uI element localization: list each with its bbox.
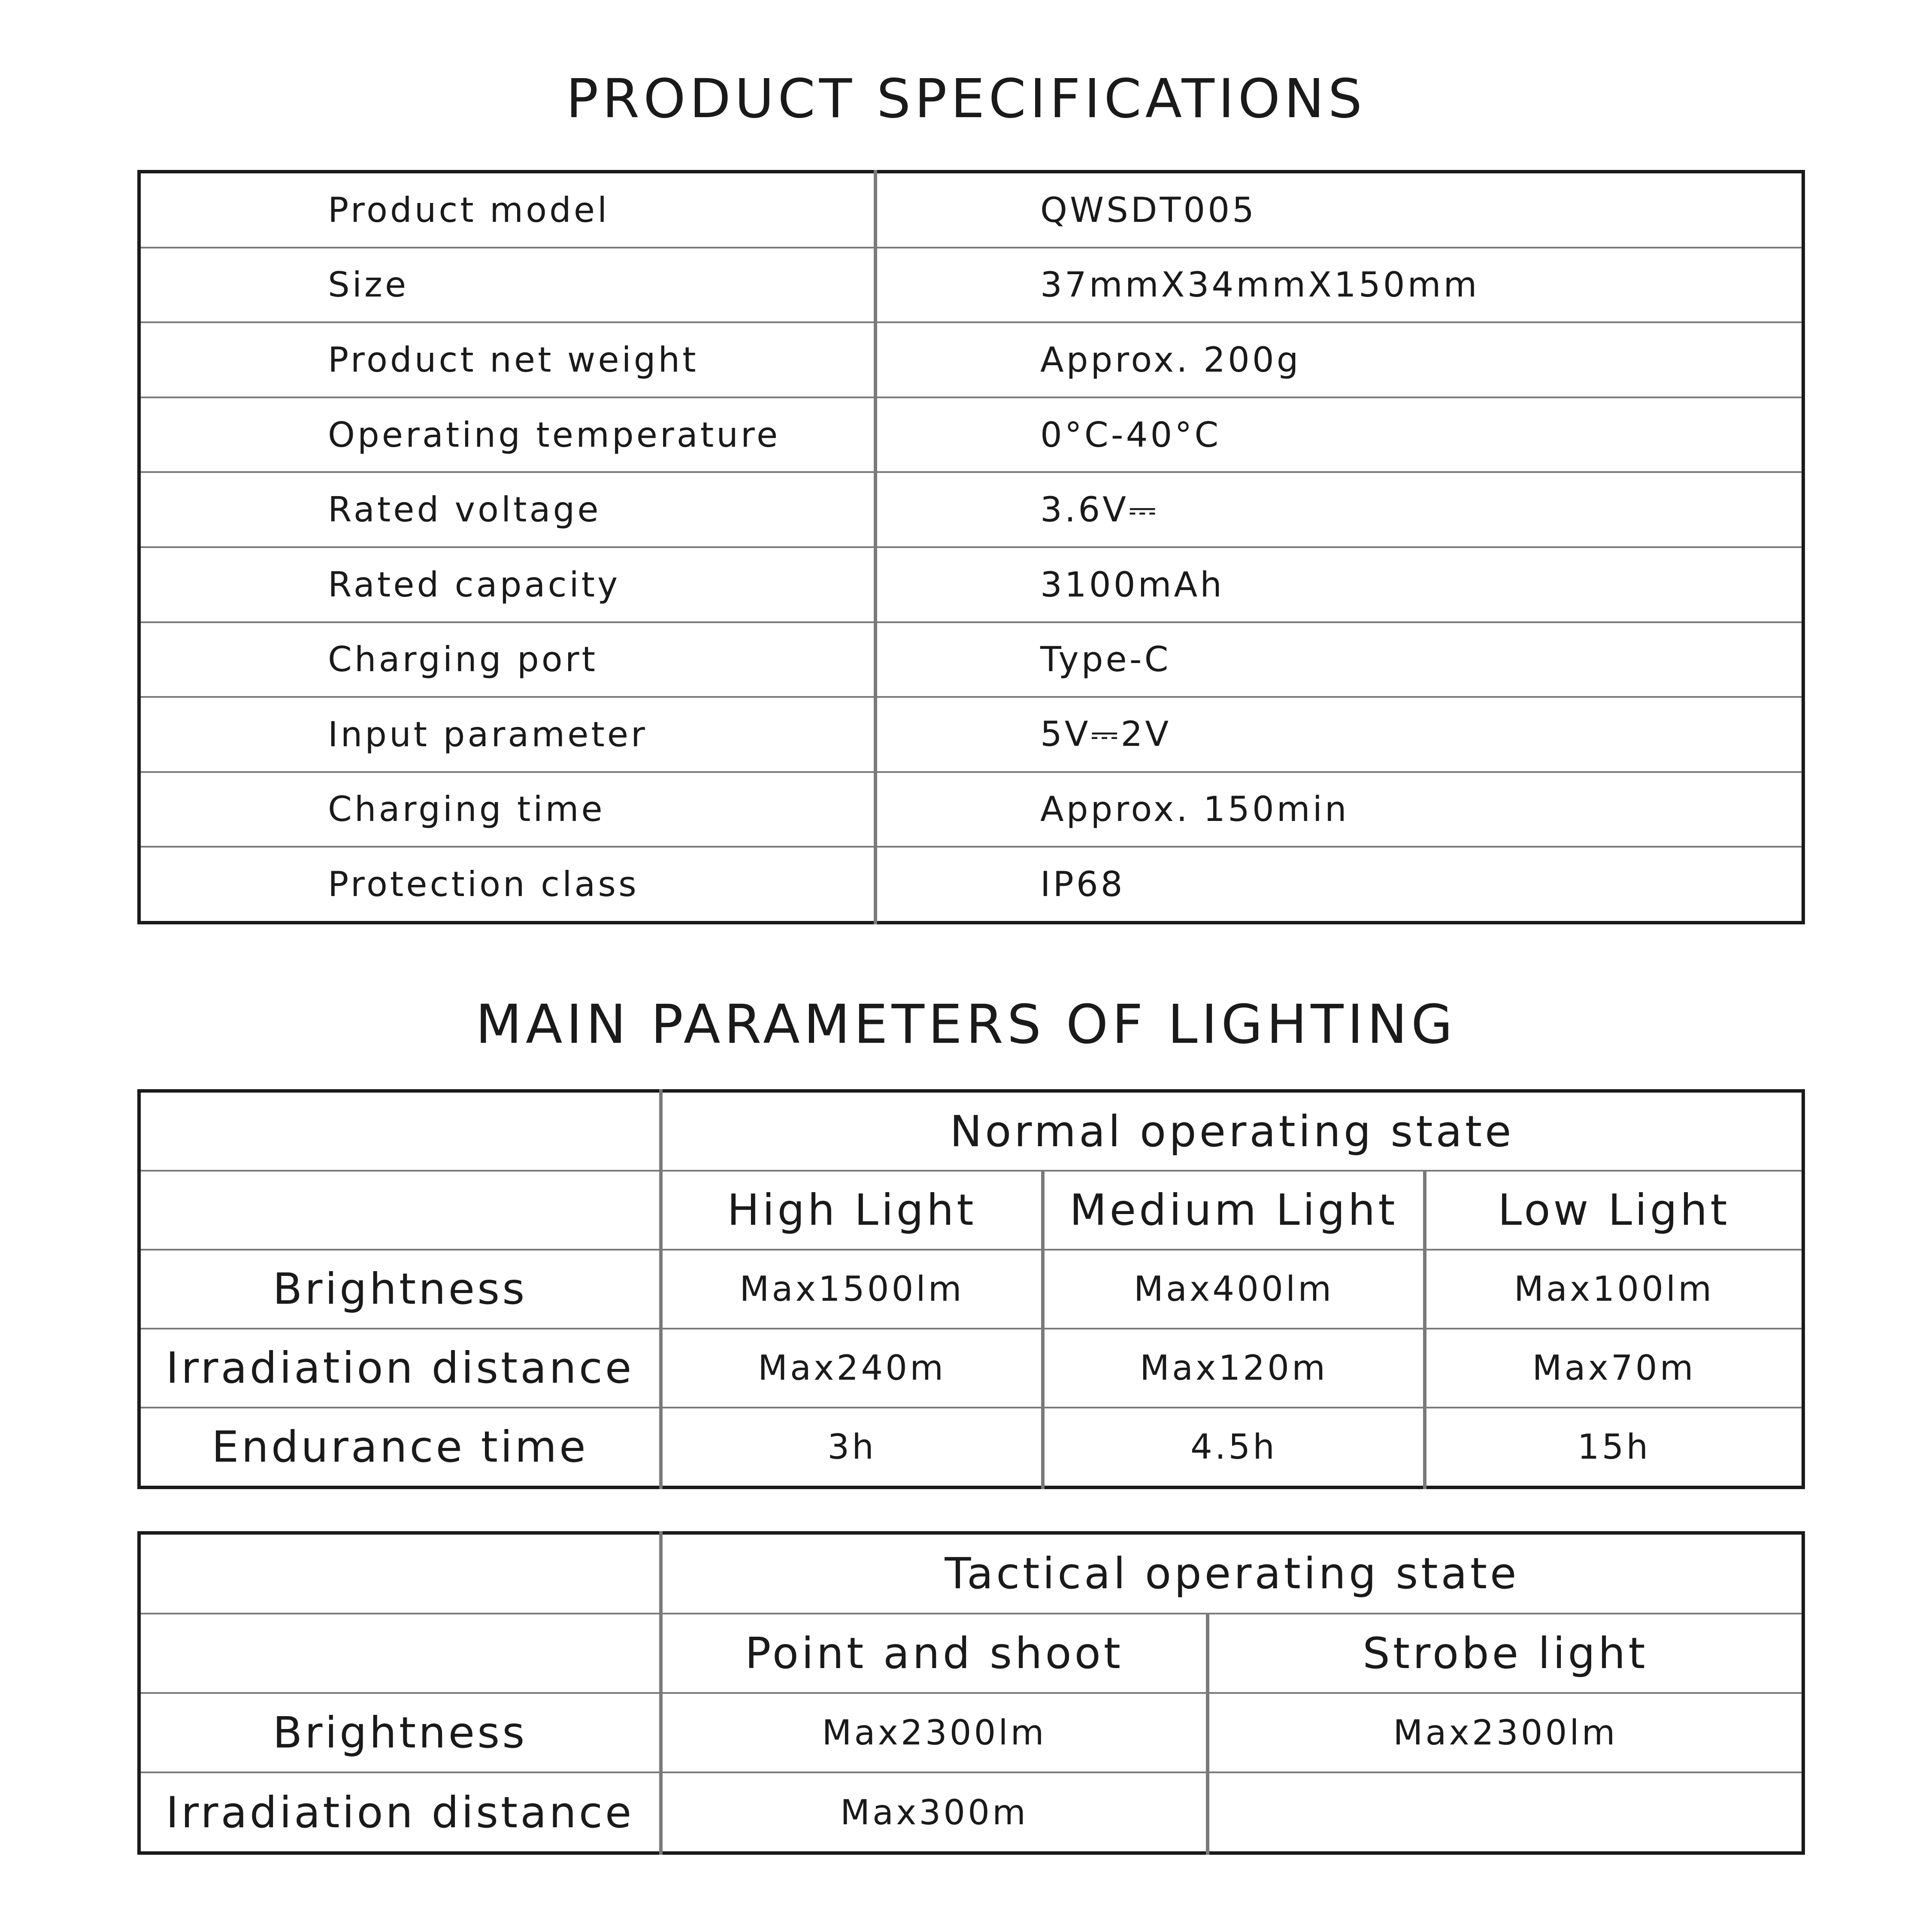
row-label: Brightness bbox=[139, 1693, 661, 1772]
spec-value: 5V⎓2V bbox=[875, 697, 1803, 772]
product-specifications-title: PRODUCT SPECIFICATIONS bbox=[566, 68, 1366, 130]
spec-label: Protection class bbox=[139, 847, 875, 923]
spec-label: Size bbox=[139, 248, 875, 323]
table-row bbox=[139, 1250, 1803, 1329]
spec-label: Charging time bbox=[139, 772, 875, 847]
spec-value: Type-C bbox=[875, 622, 1803, 697]
spec-value: QWSDT005 bbox=[875, 172, 1803, 248]
table-row bbox=[139, 172, 1803, 248]
table-cell: Max2300lm bbox=[661, 1693, 1208, 1772]
table-row bbox=[139, 772, 1803, 847]
table-cell: Max2300lm bbox=[1208, 1693, 1803, 1772]
row-label: Endurance time bbox=[139, 1408, 661, 1487]
table-row bbox=[139, 1772, 1803, 1853]
empty-cell bbox=[139, 1533, 661, 1614]
spec-label: Operating temperature bbox=[139, 397, 875, 472]
spec-label: Product model bbox=[139, 172, 875, 248]
table-cell: 3h bbox=[661, 1408, 1043, 1487]
table-row bbox=[139, 847, 1803, 923]
spec-value: Approx. 150min bbox=[875, 772, 1803, 847]
table-cell: Max70m bbox=[1425, 1329, 1803, 1408]
table-row bbox=[139, 322, 1803, 397]
row-label: Irradiation distance bbox=[139, 1772, 661, 1853]
spec-label: Charging port bbox=[139, 622, 875, 697]
spec-label: Rated capacity bbox=[139, 547, 875, 622]
spec-label: Input parameter bbox=[139, 697, 875, 772]
table-row bbox=[139, 1171, 1803, 1250]
table-row bbox=[139, 1329, 1803, 1408]
spec-value: 3100mAh bbox=[875, 547, 1803, 622]
lighting-parameters-title: MAIN PARAMETERS OF LIGHTING bbox=[475, 993, 1457, 1056]
table-row bbox=[139, 248, 1803, 323]
table-row bbox=[139, 1614, 1803, 1693]
table-cell: 15h bbox=[1425, 1408, 1803, 1487]
spec-value: IP68 bbox=[875, 847, 1803, 923]
tactical-state-heading: Tactical operating state bbox=[661, 1533, 1803, 1614]
mode-header: Strobe light bbox=[1208, 1614, 1803, 1693]
spec-value: 3.6V⎓ bbox=[875, 472, 1803, 547]
mode-header: Medium Light bbox=[1043, 1171, 1425, 1250]
table-cell: 4.5h bbox=[1043, 1408, 1425, 1487]
table-row bbox=[139, 1408, 1803, 1487]
table-row bbox=[139, 1693, 1803, 1772]
row-label: Irradiation distance bbox=[139, 1329, 661, 1408]
spec-value: 0°C-40°C bbox=[875, 397, 1803, 472]
table-row bbox=[139, 397, 1803, 472]
table-row bbox=[139, 622, 1803, 697]
spec-label: Product net weight bbox=[139, 322, 875, 397]
spec-value: Approx. 200g bbox=[875, 322, 1803, 397]
table-row bbox=[139, 547, 1803, 622]
table-cell: Max240m bbox=[661, 1329, 1043, 1408]
mode-header: Low Light bbox=[1425, 1171, 1803, 1250]
tactical-operating-state-table bbox=[137, 1531, 1805, 1855]
empty-cell bbox=[139, 1091, 661, 1171]
mode-header: Point and shoot bbox=[661, 1614, 1208, 1693]
normal-operating-state-table bbox=[137, 1089, 1805, 1489]
table-cell: Max400lm bbox=[1043, 1250, 1425, 1329]
spec-value: 37mmX34mmX150mm bbox=[875, 248, 1803, 323]
table-row bbox=[139, 1533, 1803, 1614]
empty-cell bbox=[139, 1614, 661, 1693]
table-row bbox=[139, 697, 1803, 772]
table-row bbox=[139, 1091, 1803, 1171]
product-specifications-table bbox=[137, 170, 1805, 924]
spec-label: Rated voltage bbox=[139, 472, 875, 547]
table-cell: Max100lm bbox=[1425, 1250, 1803, 1329]
table-cell bbox=[1208, 1772, 1803, 1853]
table-cell: Max1500lm bbox=[661, 1250, 1043, 1329]
table-row bbox=[139, 472, 1803, 547]
table-cell: Max300m bbox=[661, 1772, 1208, 1853]
normal-state-heading: Normal operating state bbox=[661, 1091, 1803, 1171]
row-label: Brightness bbox=[139, 1250, 661, 1329]
mode-header: High Light bbox=[661, 1171, 1043, 1250]
empty-cell bbox=[139, 1171, 661, 1250]
table-cell: Max120m bbox=[1043, 1329, 1425, 1408]
